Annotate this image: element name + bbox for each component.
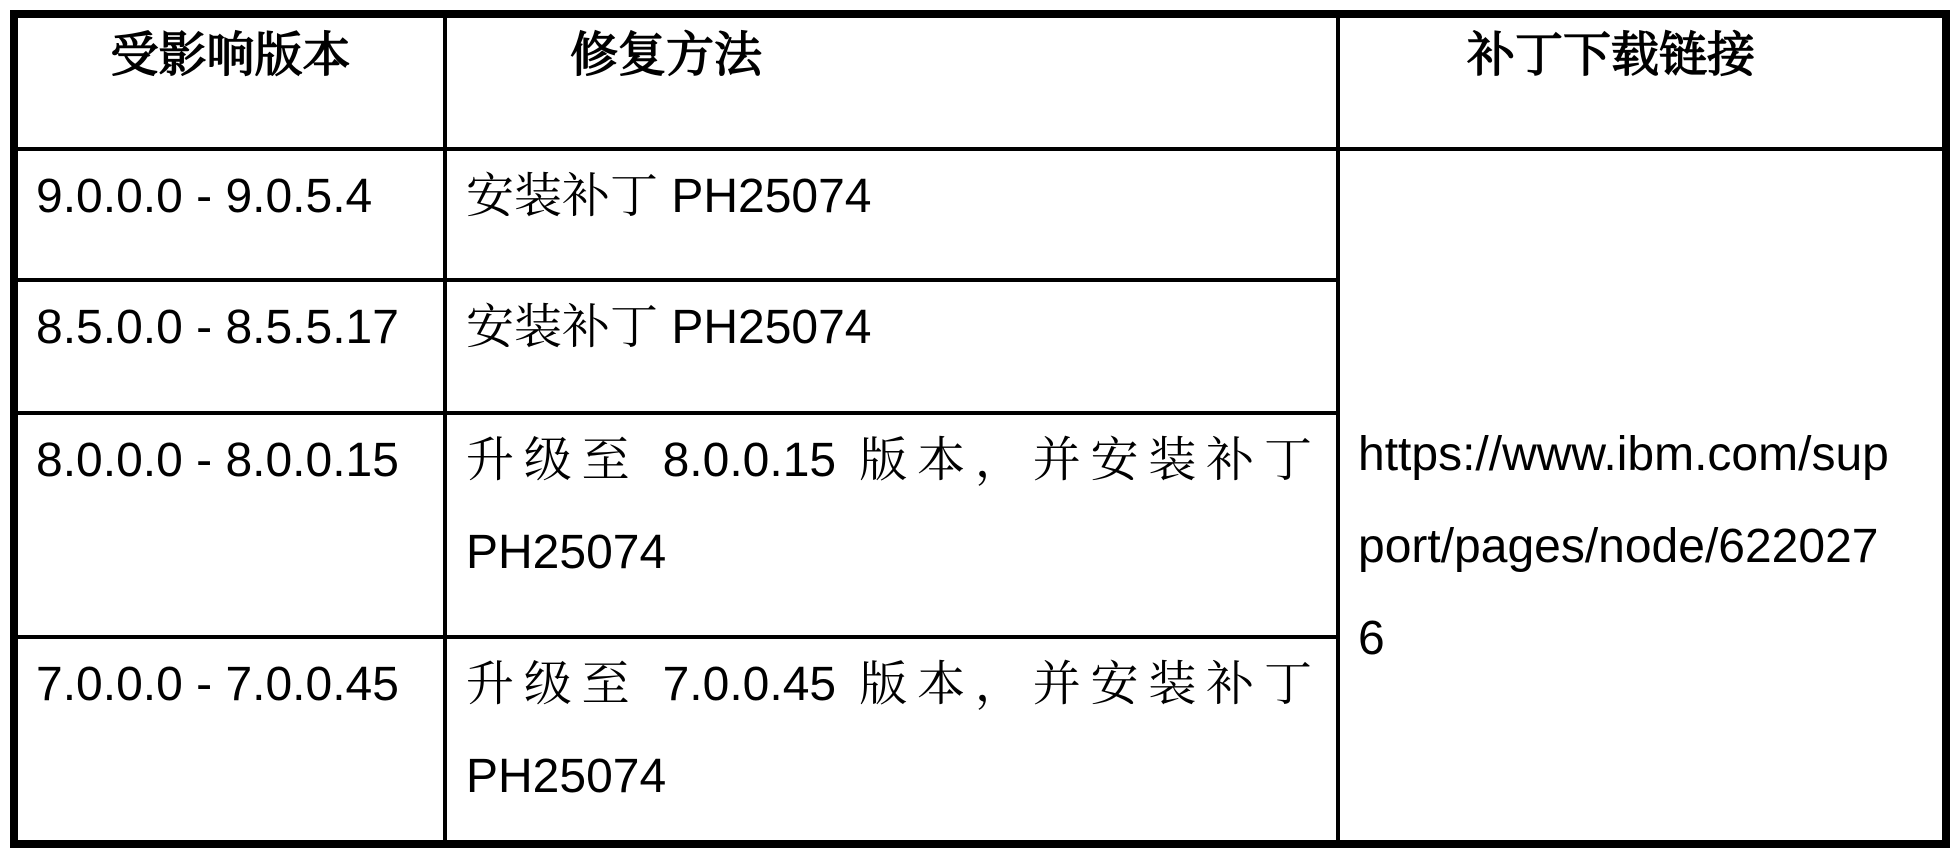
fix-method-cell (447, 415, 1340, 639)
fix-method-line: 安装补丁 PH25074 (466, 301, 872, 354)
patch-download-link[interactable]: https://www.ibm.com/sup (1358, 428, 1889, 481)
affected-version-cell: 7.0.0.0 - 7.0.0.45 (18, 639, 447, 840)
column-header-patch-download-link: 补丁下载链接 (1340, 18, 1942, 151)
fix-method-cell (447, 282, 1340, 415)
affected-version-cell: 8.0.0.0 - 8.0.0.15 (18, 415, 447, 639)
column-header-affected-versions: 受影响版本 (18, 18, 447, 151)
fix-method-line: PH25074 (466, 750, 667, 803)
patch-download-link[interactable]: 6 (1358, 612, 1385, 665)
fix-method-line: PH25074 (466, 526, 667, 579)
affected-version-cell: 9.0.0.0 - 9.0.5.4 (18, 151, 447, 282)
fix-method-line: 安装补丁 PH25074 (466, 170, 872, 223)
fix-method-cell (447, 151, 1340, 282)
fix-method-cell (447, 639, 1340, 840)
column-header-fix-method: 修复方法 (447, 18, 1340, 151)
patch-link-cell (1340, 151, 1942, 840)
patch-download-link[interactable]: port/pages/node/622027 (1358, 520, 1879, 573)
patch-info-table (10, 10, 1950, 848)
header-row (18, 18, 1942, 151)
fix-method-line: 升级至 7.0.0.45 版本，并安装补丁 (466, 658, 1312, 711)
affected-version-cell: 8.5.0.0 - 8.5.5.17 (18, 282, 447, 415)
fix-method-line: 升级至 8.0.0.15 版本，并安装补丁 (466, 434, 1312, 487)
table-row (18, 151, 1942, 282)
